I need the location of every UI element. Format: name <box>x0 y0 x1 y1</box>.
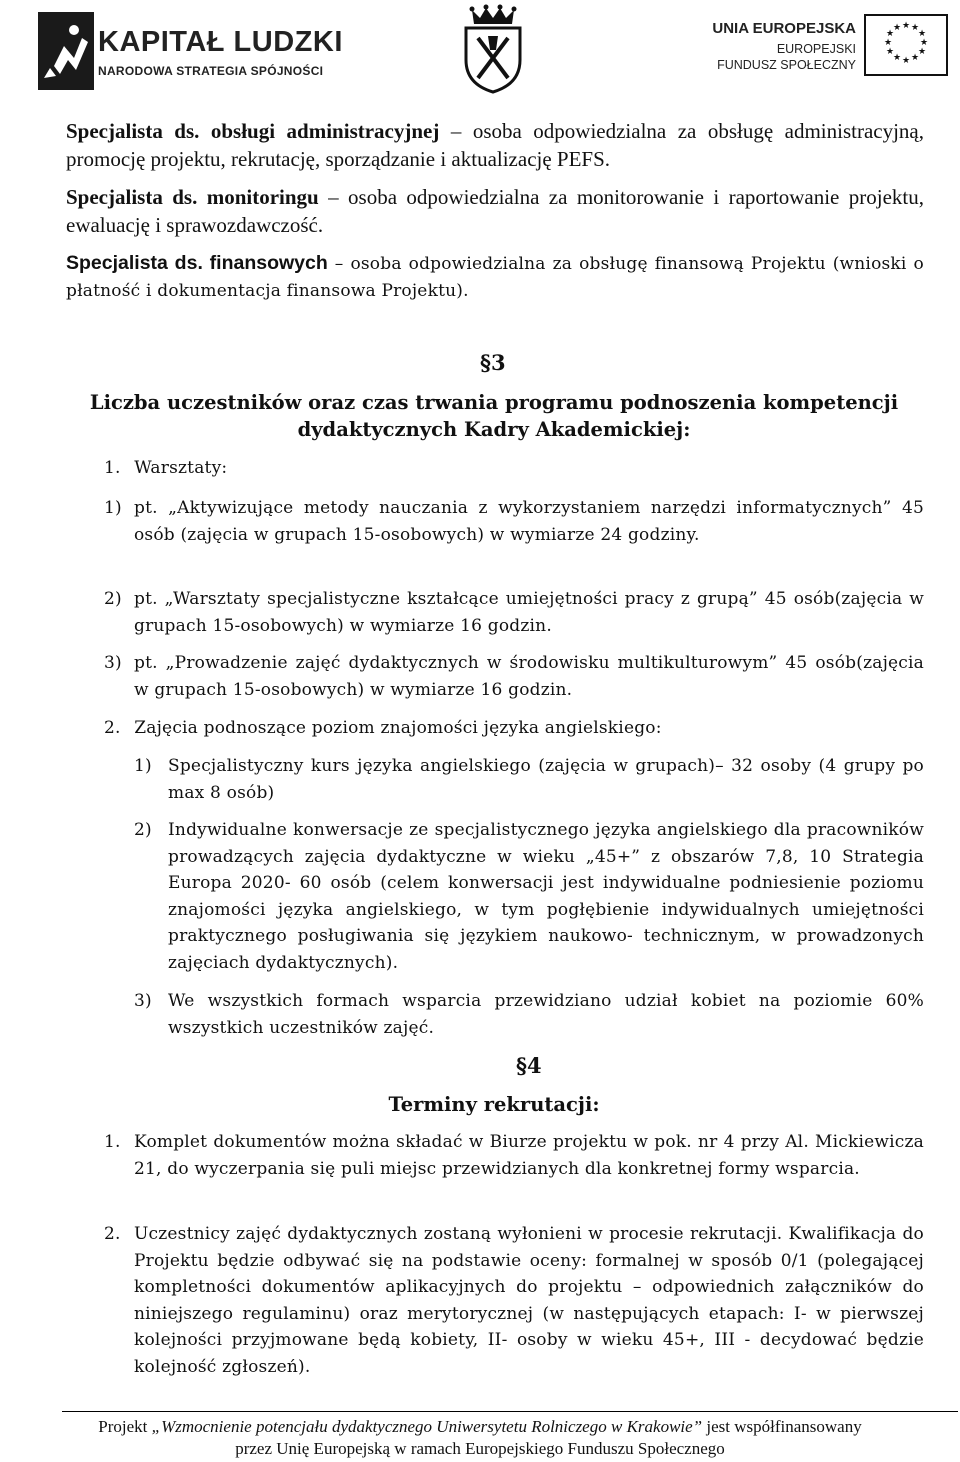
svg-text:★: ★ <box>910 53 920 63</box>
section4-title: Terminy rekrutacji: <box>388 1093 600 1116</box>
item-number: 3) <box>134 991 152 1011</box>
footer-line1 <box>0 1416 960 1438</box>
item-text: pt. „Aktywizujące metody nauczania z wykorzystaniem narzędzi informatycznych” 45 osób (zajęcia w grupach 15-osobowych) w wymiarze 24 godziny. <box>134 498 924 545</box>
item-text: Uczestnicy zajęć dydaktycznych zostaną wyłonieni w procesie rekrutacji. Kwalifikacja do Projektu będzie odbywać się na podstawie oceny: formalnej w sposób 0/1 (polegającej kompletności dokumentów aplikacyjnych do projektu – odpowiednich załączników do niniejszego regulaminu) oraz merytorycznej (w następujących etapach: I- w pierwszej kolejności przyjmowane będą kobiety, II- osoby w wieku 45+, III - decydować będzie kolejność zgłoszeń). <box>134 1224 924 1377</box>
footer <box>0 1416 960 1460</box>
footer-project-title: „Wzmocnienie potencjału dydaktycznego Uniwersytetu Rolniczego w Krakowie” <box>151 1417 703 1436</box>
item-label: Zajęcia podnoszące poziom znajomości języka angielskiego: <box>134 718 662 738</box>
footer-prefix: Projekt <box>98 1417 152 1436</box>
item-number: 2. <box>104 1224 121 1244</box>
role-finance <box>66 250 924 304</box>
ue-line2: EUROPEJSKI <box>776 42 856 56</box>
svg-text:★: ★ <box>885 47 895 57</box>
item-text: pt. „Warsztaty specjalistyczne kształcące umiejętności pracy z grupą” 45 osób(zajęcia w grupach 15-osobowych) w wymiarze 16 godzin. <box>134 589 924 636</box>
item-number: 1) <box>134 756 152 776</box>
svg-text:★: ★ <box>885 29 895 39</box>
svg-text:★: ★ <box>901 56 911 66</box>
section4-mark: §4 <box>516 1053 542 1078</box>
section3-item2 <box>104 715 662 742</box>
svg-text:★: ★ <box>892 53 902 63</box>
svg-text:★: ★ <box>917 29 927 39</box>
item-text: Specjalistyczny kurs języka angielskiego (zajęcia w grupach)– 32 osoby (4 grupy po max 8 osób) <box>168 756 924 803</box>
item-number: 1. <box>104 458 121 478</box>
item-text: pt. „Prowadzenie zajęć dydaktycznych w środowisku multikulturowym” 45 osób(zajęcia w grupach 15-osobowych) w wymiarze 16 godzin. <box>134 653 924 700</box>
section3-title-line1: Liczba uczestników oraz czas trwania programu podnoszenia kompetencji <box>89 391 899 414</box>
kl-title: KAPITAŁ LUDZKI <box>98 26 343 58</box>
svg-text:★: ★ <box>901 21 911 31</box>
role-body: osoba odpowiedzialna za monitorowanie i raportowanie projektu, ewaluację i sprawozdawczość. <box>66 185 925 237</box>
role-head: Specjalista ds. obsługi administracyjnej <box>66 119 440 143</box>
eu-logo <box>712 14 948 82</box>
role-administration <box>66 118 924 173</box>
kapital-ludzki-emblem-icon <box>34 8 98 94</box>
section3-title <box>60 390 928 443</box>
footer-line2: przez Unię Europejską w ramach Europejskiego Funduszu Społecznego <box>235 1439 725 1458</box>
ue-line3: FUNDUSZ SPOŁECZNY <box>717 58 856 72</box>
crest-icon <box>458 4 528 94</box>
svg-text:★: ★ <box>910 23 920 33</box>
role-dash: – <box>327 254 351 274</box>
section3-item1 <box>104 455 227 482</box>
role-body: osoba odpowiedzialna za obsługę administracyjną, promocję projektu, rekrutację, sporządzanie i aktualizację PEFS. <box>66 119 925 171</box>
item-number: 2) <box>104 589 122 609</box>
eu-flag-icon <box>864 14 948 76</box>
kl-subtitle: NARODOWA STRATEGIA SPÓJNOŚCI <box>98 64 324 78</box>
footer-divider <box>62 1411 958 1412</box>
ue-line1: UNIA EUROPEJSKA <box>712 20 856 37</box>
svg-text:★: ★ <box>883 38 893 48</box>
item-number: 2) <box>134 820 152 840</box>
footer-suffix: jest współfinansowany <box>702 1417 862 1436</box>
item-number: 1. <box>104 1132 121 1152</box>
role-head: Specjalista ds. monitoringu <box>66 185 319 209</box>
role-body: osoba odpowiedzialna za obsługę finansową Projektu (wnioski o płatność i dokumentacja finansowa Projektu). <box>66 254 924 301</box>
university-crest-logo <box>458 4 528 94</box>
kapital-ludzki-logo <box>28 8 343 94</box>
item-number: 2. <box>104 718 121 738</box>
item-text: Komplet dokumentów można składać w Biurze projektu w pok. nr 4 przy Al. Mickiewicza 21, do wyczerpania się puli miejsc przewidzianych dla konkretnej formy wsparcia. <box>134 1132 924 1179</box>
svg-text:★: ★ <box>919 38 929 48</box>
section3-title-line2: dydaktycznych Kadry Akademickiej: <box>297 417 691 441</box>
item-text: Indywidualne konwersacje ze specjalistycznego języka angielskiego dla pracowników prowadzących zajęcia dydaktyczne w wieku „45+” z obszarów 7,8, 10 Strategia Europa 2020- 60 osób (celem konwersacji jest indywidualne podniesienie poziomu znajomości języka angielskiego, w tym pogłębienie indywidualnych umiejętności praktycznego posługiwania się językiem naukowo- technicznym, w prowadzonych zajęciach dydaktycznych). <box>168 820 924 973</box>
svg-text:★: ★ <box>892 23 902 33</box>
role-head: Specjalista ds. finansowych <box>66 252 328 274</box>
svg-text:★: ★ <box>917 47 927 57</box>
item-label: Warsztaty: <box>134 458 228 478</box>
item-text: We wszystkich formach wsparcia przewidziano udział kobiet na poziomie 60% wszystkich uczestników zajęć. <box>168 991 924 1038</box>
item-number: 1) <box>104 498 122 518</box>
section3-mark: §3 <box>480 350 506 375</box>
role-monitoring <box>66 184 924 239</box>
role-dash: – <box>318 185 349 209</box>
item-number: 3) <box>104 653 122 673</box>
role-dash: – <box>439 119 473 143</box>
